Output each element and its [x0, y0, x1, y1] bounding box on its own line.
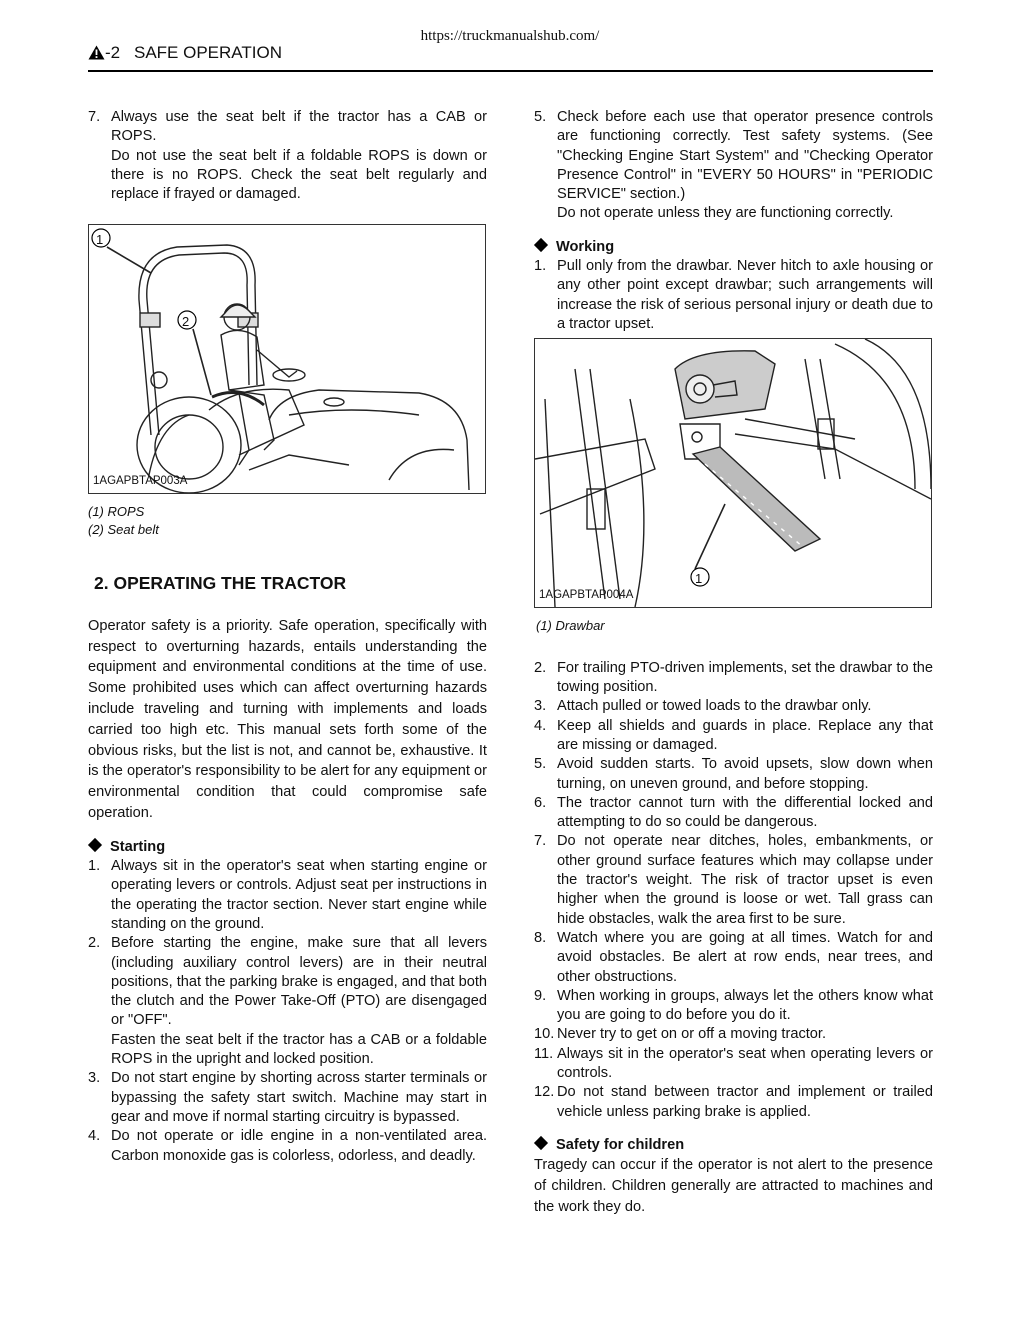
list-item: 6. The tractor cannot turn with the differential locked and attempting to do so could be dangerous.: [534, 794, 933, 831]
list-item: 2. Before starting the engine, make sure that all levers (including auxiliary control levers) are in their neutral positions, that the parking brake is engaged, and that both the clutch and the Power Take-Off (PTO) are disengaged or "OFF". Fasten the seat belt if the tractor has a CAB or a foldable ROPS in the upright and locked position.: [88, 935, 487, 1068]
drawbar-drawing: [535, 339, 931, 607]
list-item: 4. Keep all shields and guards in place. Replace any that are missing or damaged.: [534, 717, 933, 753]
children-heading: Safety for children: [534, 1136, 933, 1155]
page-number: -2: [88, 43, 120, 63]
list-item: 4. Do not operate or idle engine in a non-ventilated area. Carbon monoxide gas is colorless, odorless, and deadly.: [88, 1128, 487, 1164]
list-item: 9. When working in groups, always let the others know what you are going to do before you do it.: [534, 987, 933, 1024]
right-column: [534, 108, 933, 1218]
list-item: 1. Always sit in the operator's seat when starting engine or operating levers or controls. Adjust seat per instructions in the operating the tractor section. Never start engine while standing on the ground.: [88, 858, 487, 932]
warning-triangle-icon: [88, 45, 105, 60]
starting-list: [88, 857, 487, 1166]
list-item: 2. For trailing PTO-driven implements, set the drawbar to the towing position.: [534, 659, 933, 696]
callout-1: 1: [695, 571, 703, 587]
list-item: 12. Do not stand between tractor and implement or trailed vehicle unless parking brake is applied.: [534, 1084, 933, 1120]
callout-1: 1: [96, 232, 104, 248]
list-item: 8. Watch where you are going at all times. Watch for and avoid obstacles. Be alert at row ends, near trees, and other obstructions.: [534, 929, 933, 985]
starting-heading: Starting: [88, 838, 487, 857]
diamond-bullet-icon: [534, 238, 548, 252]
list-item: 11. Always sit in the operator's seat when operating levers or controls.: [534, 1045, 933, 1081]
list-item: 5. Check before each use that operator presence controls are functioning correctly. Test safety systems. (See "Checking Engine Start System" and "Checking Operator Presence Control" in "EVERY 50 HOURS" in "PERIODIC SERVICE" section.) Do not operate unless they are functioning correctly.: [534, 109, 933, 222]
working-heading: Working: [534, 238, 933, 257]
list-item: 3. Attach pulled or towed loads to the drawbar only.: [534, 698, 872, 715]
page-header-title: SAFE OPERATION: [134, 43, 282, 62]
rops-illustration: [88, 224, 486, 494]
section-title: 2. OPERATING THE TRACTOR: [94, 573, 347, 594]
source-url: https://truckmanualshub.com/: [420, 28, 600, 44]
tractor-rops-drawing: [89, 225, 485, 493]
list-item: 10. Never try to get on or off a moving tractor.: [534, 1026, 827, 1043]
list-item: 1. Pull only from the drawbar. Never hitch to axle housing or any other point except drawbar; such arrangements will increase the risk of serious personal injury or death due to a tractor upset.: [534, 258, 933, 332]
drawbar-illustration: [534, 338, 932, 608]
page-header: [88, 42, 933, 72]
list-item: 5. Avoid sudden starts. To avoid upsets, slow down when turning, on uneven ground, and before stopping.: [534, 756, 933, 792]
seatbelt-list: [88, 108, 487, 204]
figure-code: 1AGAPBTAP003A: [93, 475, 188, 488]
list-item: 7. Always use the seat belt if the tractor has a CAB or ROPS. Do not use the seat belt if a foldable ROPS is down or there is no ROPS. Check the seat belt regularly and replace if frayed or damaged.: [88, 109, 487, 203]
list-item: 7. Do not operate near ditches, holes, embankments, or other ground surface features which may collapse under the tractor's weight. The risk of tractor upset is even higher when the ground is loose or wet. Tall grass can hide obstacles, walk the area first to be sure.: [534, 833, 933, 927]
diamond-bullet-icon: [88, 838, 102, 852]
left-column: [88, 108, 487, 1166]
intro-paragraph: Operator safety is a priority. Safe operation, specifically with respect to overturning hazards, entails understanding the equipment and environmental conditions at the time of use. Some prohibited uses which can affect overturning hazards include traveling and turning with implements and loads carried too high etc. This manual sets forth some of the obvious risks, but the list is not, and cannot be, exhaustive. It is the operator's responsibility to be alert for any equipment or environmental condition that could compromise safe operation.: [88, 617, 487, 821]
working-list-first: [534, 257, 933, 334]
diamond-bullet-icon: [534, 1136, 548, 1150]
figure-code: 1AGAPBTAP004A: [539, 588, 634, 601]
presence-list: [534, 108, 933, 224]
working-list: [534, 659, 933, 1122]
figure-caption: (1) ROPS (2) Seat belt: [88, 504, 159, 537]
figure-caption: (1) Drawbar: [536, 618, 605, 634]
callout-2: 2: [182, 314, 190, 330]
children-paragraph: Tragedy can occur if the operator is not alert to the presence of children. Children generally are attracted to machines and the work they do.: [534, 1157, 933, 1215]
list-item: 3. Do not start engine by shorting across starter terminals or bypassing the safety start switch. Machine may start in gear and move if normal starting circuitry is bypassed.: [88, 1070, 487, 1125]
